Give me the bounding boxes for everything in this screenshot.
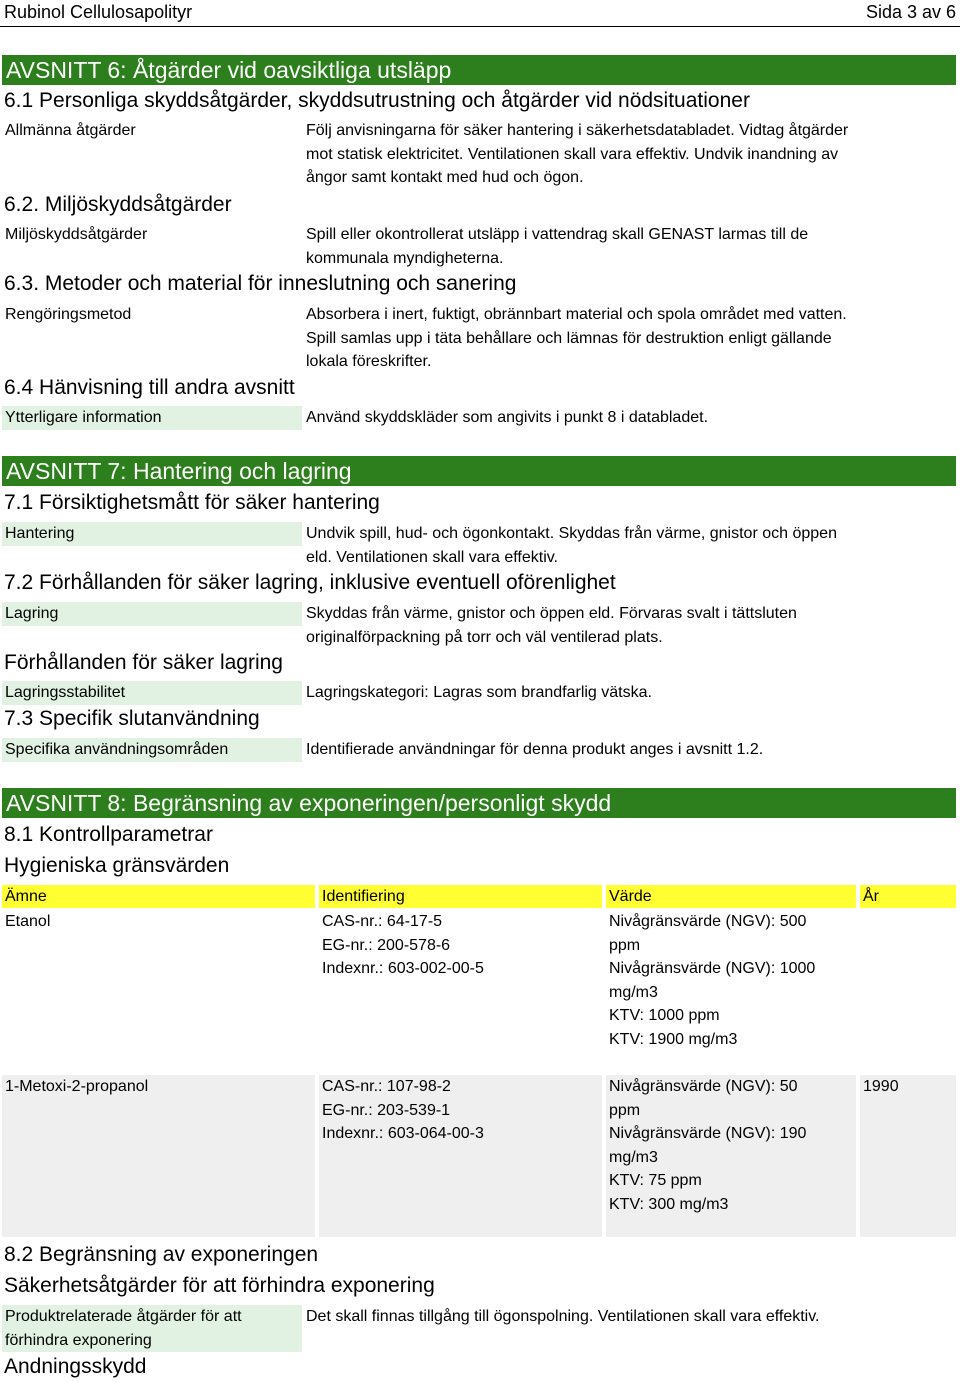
value-general-measures: Följ anvisningarna för säker hantering i säkerhetsdatabladet. Vidtag åtgärder mot statisk elektricitet. Ventilationen skall vara effektiv. Undvik inandning av ångor samt kontakt med hud och ögon. (306, 122, 849, 186)
value-product-measures: Det skall finnas tillgång till ögonspolning. Ventilationen skall vara effektiv. (306, 1308, 820, 1325)
value-specific-uses: Identifierade användningar för denna produkt anges i avsnitt 1.2. (306, 741, 764, 758)
table-cell-value: Nivågränsvärde (NGV): 500 ppm Nivågränsvärde (NGV): 1000 mg/m3 KTV: 1000 ppm KTV: 1900 mg/m3 (609, 913, 816, 1048)
label-storage: Lagring (2, 602, 302, 626)
table-header-value: Värde (606, 885, 856, 908)
heading-6-2: 6.2. Miljöskyddsåtgärder (4, 193, 232, 216)
product-name: Rubinol Cellulosapolityr (4, 2, 193, 22)
heading-prevent-exposure: Säkerhetsåtgärder för att förhindra exponering (4, 1274, 435, 1297)
heading-6-1: 6.1 Personliga skyddsåtgärder, skyddsutrustning och åtgärder vid nödsituationer (4, 89, 750, 112)
heading-hygiene-limits: Hygieniska gränsvärden (4, 854, 230, 877)
section-7-title: AVSNITT 7: Hantering och lagring (6, 458, 352, 484)
page-header (0, 0, 960, 27)
table-cell-identification: CAS-nr.: 107-98-2 EG-nr.: 203-539-1 Indexnr.: 603-064-00-3 (319, 1075, 602, 1237)
label-env-measures: Miljöskyddsåtgärder (5, 226, 148, 243)
heading-7-2: 7.2 Förhållanden för säker lagring, inklusive eventuell oförenlighet (4, 571, 616, 594)
value-storage: Skyddas från värme, gnistor och öppen eld. Förvaras svalt i tättsluten originalförpackning på torr och väl ventilerad plats. (306, 605, 797, 646)
page-number: Sida 3 av 6 (865, 2, 956, 22)
table-header-identification: Identifiering (319, 885, 602, 908)
heading-8-1: 8.1 Kontrollparametrar (4, 823, 213, 846)
value-env-measures: Spill eller okontrollerat utsläpp i vattendrag skall GENAST larmas till de kommunala myndigheterna. (306, 226, 809, 267)
label-general-measures: Allmänna åtgärder (5, 122, 136, 139)
table-cell-substance: 1-Metoxi-2-propanol (2, 1075, 315, 1237)
section-6-banner (2, 55, 956, 85)
heading-8-2: 8.2 Begränsning av exponeringen (4, 1243, 319, 1266)
label-handling: Hantering (2, 522, 302, 546)
section-6-title: AVSNITT 6: Åtgärder vid oavsiktliga utsläpp (6, 57, 452, 83)
table-header-year: År (860, 885, 956, 908)
section-7-banner (2, 456, 956, 486)
heading-respiratory-protection: Andningsskydd (4, 1355, 147, 1378)
table-cell-substance: Etanol (5, 913, 51, 930)
heading-7-1: 7.1 Försiktighetsmått för säker hantering (4, 491, 380, 514)
value-cleaning-method: Absorbera i inert, fuktigt, obrännbart material och spola området med vatten. Spill samlas upp i täta behållare och lämnas för destruktion enligt gällande lokala föreskrifter. (306, 306, 847, 370)
heading-6-4: 6.4 Hänvisning till andra avsnitt (4, 376, 295, 399)
heading-7-3: 7.3 Specifik slutanvändning (4, 707, 260, 730)
label-cleaning-method: Rengöringsmetod (5, 306, 132, 323)
table-cell-identification: CAS-nr.: 64-17-5 EG-nr.: 200-578-6 Indexnr.: 603-002-00-5 (322, 913, 484, 977)
label-specific-uses: Specifika användningsområden (2, 738, 302, 762)
table-header-substance: Ämne (2, 885, 315, 908)
table-cell-year: 1990 (860, 1075, 956, 1237)
heading-storage-conditions: Förhållanden för säker lagring (4, 651, 283, 674)
section-8-banner (2, 788, 956, 818)
table-cell-value: Nivågränsvärde (NGV): 50 ppm Nivågränsvärde (NGV): 190 mg/m3 KTV: 75 ppm KTV: 300 mg/m3 (606, 1075, 856, 1237)
value-storage-stability: Lagringskategori: Lagras som brandfarlig vätska. (306, 684, 652, 701)
label-additional-info: Ytterligare information (2, 406, 302, 430)
heading-6-3: 6.3. Metoder och material för inneslutning och sanering (4, 272, 517, 295)
label-product-measures: Produktrelaterade åtgärder för att förhindra exponering (2, 1305, 302, 1352)
value-additional-info: Använd skyddskläder som angivits i punkt 8 i databladet. (306, 409, 709, 426)
section-8-title: AVSNITT 8: Begränsning av exponeringen/personligt skydd (6, 790, 612, 816)
label-storage-stability: Lagringsstabilitet (2, 681, 302, 705)
value-handling: Undvik spill, hud- och ögonkontakt. Skyddas från värme, gnistor och öppen eld. Ventilationen skall vara effektiv. (306, 525, 837, 566)
